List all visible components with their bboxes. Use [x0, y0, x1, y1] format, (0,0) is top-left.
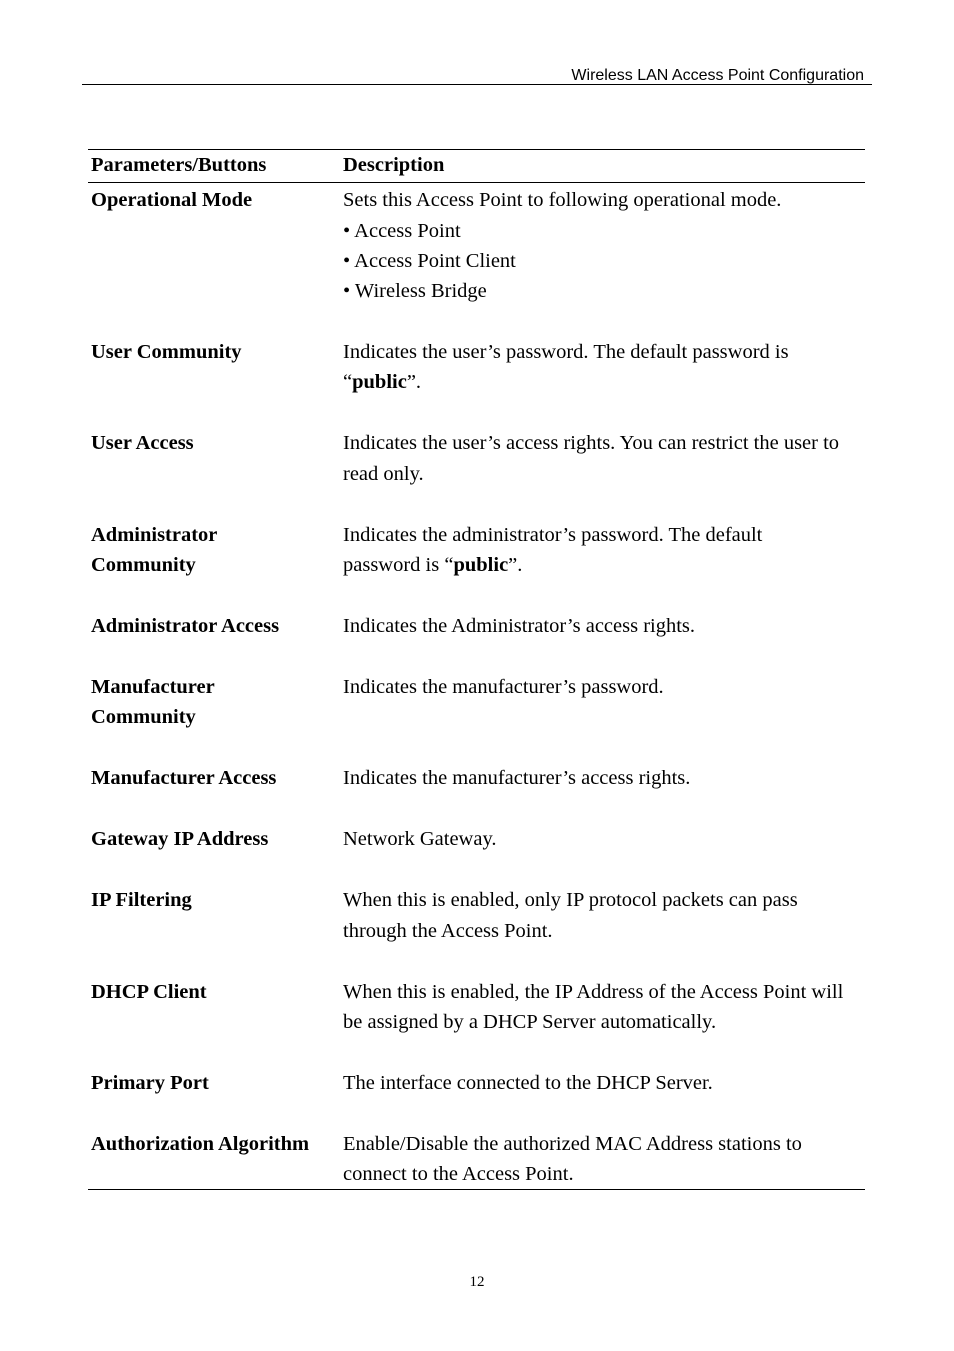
column-header-parameters: Parameters/Buttons [88, 150, 340, 183]
running-header-title: Wireless LAN Access Point Configuration [571, 67, 864, 84]
param-description: When this is enabled, only IP protocol packets can pass through the Access Point. [343, 889, 798, 942]
default-password: public [453, 554, 509, 577]
mode-option: • Access Point [343, 219, 461, 242]
description-text: Indicates the user’s password. The default password is [343, 341, 789, 364]
page-number: 12 [469, 1274, 485, 1290]
param-name-line: Administrator [91, 523, 218, 546]
table-row [88, 183, 865, 337]
param-description: Network Gateway. [343, 828, 497, 851]
description-text: Indicates the administrator’s password. The default [343, 523, 763, 546]
param-name: User Access [91, 432, 194, 455]
description-text: Sets this Access Point to following operational mode. [343, 189, 782, 212]
param-description: Indicates the manufacturer’s access rights. [343, 767, 691, 790]
param-name: Operational Mode [91, 189, 253, 212]
parameters-table [88, 149, 865, 1190]
param-description [340, 183, 865, 337]
param-name: Manufacturer Access [91, 767, 277, 790]
param-name [88, 672, 340, 763]
table-row [88, 763, 865, 824]
param-name [88, 520, 340, 611]
column-header-description: Description [340, 150, 865, 183]
param-name-line: Community [91, 706, 196, 729]
quote-close: ”. [406, 371, 422, 394]
param-description: Enable/Disable the authorized MAC Address stations to connect to the Access Point. [340, 1129, 865, 1190]
param-name: Primary Port [91, 1071, 209, 1094]
table-header-row [88, 150, 865, 183]
param-name: DHCP Client [91, 980, 207, 1003]
table-row [88, 672, 865, 763]
mode-option: • Access Point Client [343, 249, 516, 272]
table-row [88, 428, 865, 519]
table-row [88, 611, 865, 672]
param-name: IP Filtering [91, 889, 192, 912]
param-name: Administrator Access [91, 615, 280, 638]
param-description: When this is enabled, the IP Address of the Access Point will be assigned by a DHCP Server automatically. [343, 980, 844, 1033]
param-description [340, 337, 865, 428]
table-row [88, 885, 865, 976]
mode-option: • Wireless Bridge [343, 280, 487, 303]
param-description: Indicates the Administrator’s access rights. [343, 615, 696, 638]
param-name: Authorization Algorithm [88, 1129, 340, 1190]
table-row [88, 977, 865, 1068]
param-name: User Community [91, 341, 242, 364]
param-description: Indicates the manufacturer’s password. [343, 676, 664, 698]
param-name: Gateway IP Address [91, 828, 269, 851]
table-row [88, 337, 865, 428]
description-text-continued [343, 550, 865, 580]
quote-open: “ [343, 371, 353, 394]
description-prefix: password is “ [343, 554, 454, 577]
table-row [88, 520, 865, 611]
table-row [88, 1068, 865, 1129]
description-text-continued [343, 367, 865, 397]
param-description: Indicates the user’s access rights. You can restrict the user to read only. [343, 432, 840, 485]
default-password: public [352, 371, 407, 394]
quote-close: ”. [508, 554, 523, 577]
param-description: The interface connected to the DHCP Server. [343, 1071, 713, 1094]
param-description [340, 520, 865, 611]
table-row [88, 824, 865, 885]
running-header [82, 66, 872, 85]
param-name-line: Manufacturer [91, 676, 215, 698]
param-name-line: Community [91, 554, 196, 577]
table-row [88, 1129, 865, 1190]
